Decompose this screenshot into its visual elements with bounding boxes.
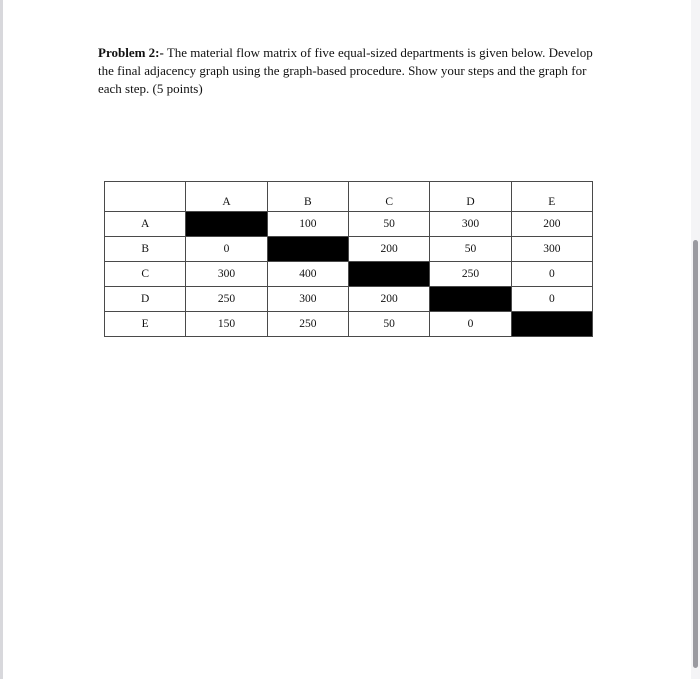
flow-cell: 0: [511, 287, 592, 312]
flow-cell: 50: [348, 212, 429, 237]
page-left-edge: [0, 0, 3, 679]
row-label: E: [105, 312, 186, 337]
table-row: [105, 212, 593, 237]
flow-cell: 50: [348, 312, 429, 337]
diagonal-cell: [430, 287, 511, 312]
header-row: [105, 182, 593, 212]
flow-cell: 400: [267, 262, 348, 287]
diagonal-cell: [267, 237, 348, 262]
flow-cell: 200: [348, 287, 429, 312]
material-flow-matrix: [104, 181, 593, 337]
diagonal-cell: [186, 212, 267, 237]
flow-cell: 200: [348, 237, 429, 262]
row-label: C: [105, 262, 186, 287]
scrollbar-thumb[interactable]: [693, 240, 698, 668]
table-row: [105, 262, 593, 287]
flow-cell: 0: [511, 262, 592, 287]
problem-label: Problem 2:-: [98, 45, 164, 60]
corner-cell: [105, 182, 186, 212]
diagonal-cell: [348, 262, 429, 287]
row-label: A: [105, 212, 186, 237]
column-header: C: [348, 182, 429, 212]
flow-cell: 300: [267, 287, 348, 312]
flow-cell: 250: [430, 262, 511, 287]
column-header: D: [430, 182, 511, 212]
flow-cell: 250: [186, 287, 267, 312]
flow-cell: 300: [430, 212, 511, 237]
flow-cell: 150: [186, 312, 267, 337]
problem-statement: [98, 44, 598, 98]
row-label: D: [105, 287, 186, 312]
flow-cell: 200: [511, 212, 592, 237]
column-header: B: [267, 182, 348, 212]
flow-cell: 100: [267, 212, 348, 237]
problem-body: The material flow matrix of five equal-sized departments is given below. Develop the final adjacency graph using the graph-based procedure. Show your steps and the graph for each step. (5 points): [98, 45, 593, 96]
column-header: E: [511, 182, 592, 212]
flow-cell: 0: [430, 312, 511, 337]
flow-cell: 250: [267, 312, 348, 337]
flow-cell: 0: [186, 237, 267, 262]
scrollbar-track[interactable]: [691, 0, 700, 679]
table-row: [105, 312, 593, 337]
flow-cell: 300: [511, 237, 592, 262]
flow-cell: 300: [186, 262, 267, 287]
flow-cell: 50: [430, 237, 511, 262]
diagonal-cell: [511, 312, 592, 337]
table-row: [105, 237, 593, 262]
column-header: A: [186, 182, 267, 212]
row-label: B: [105, 237, 186, 262]
table-row: [105, 287, 593, 312]
